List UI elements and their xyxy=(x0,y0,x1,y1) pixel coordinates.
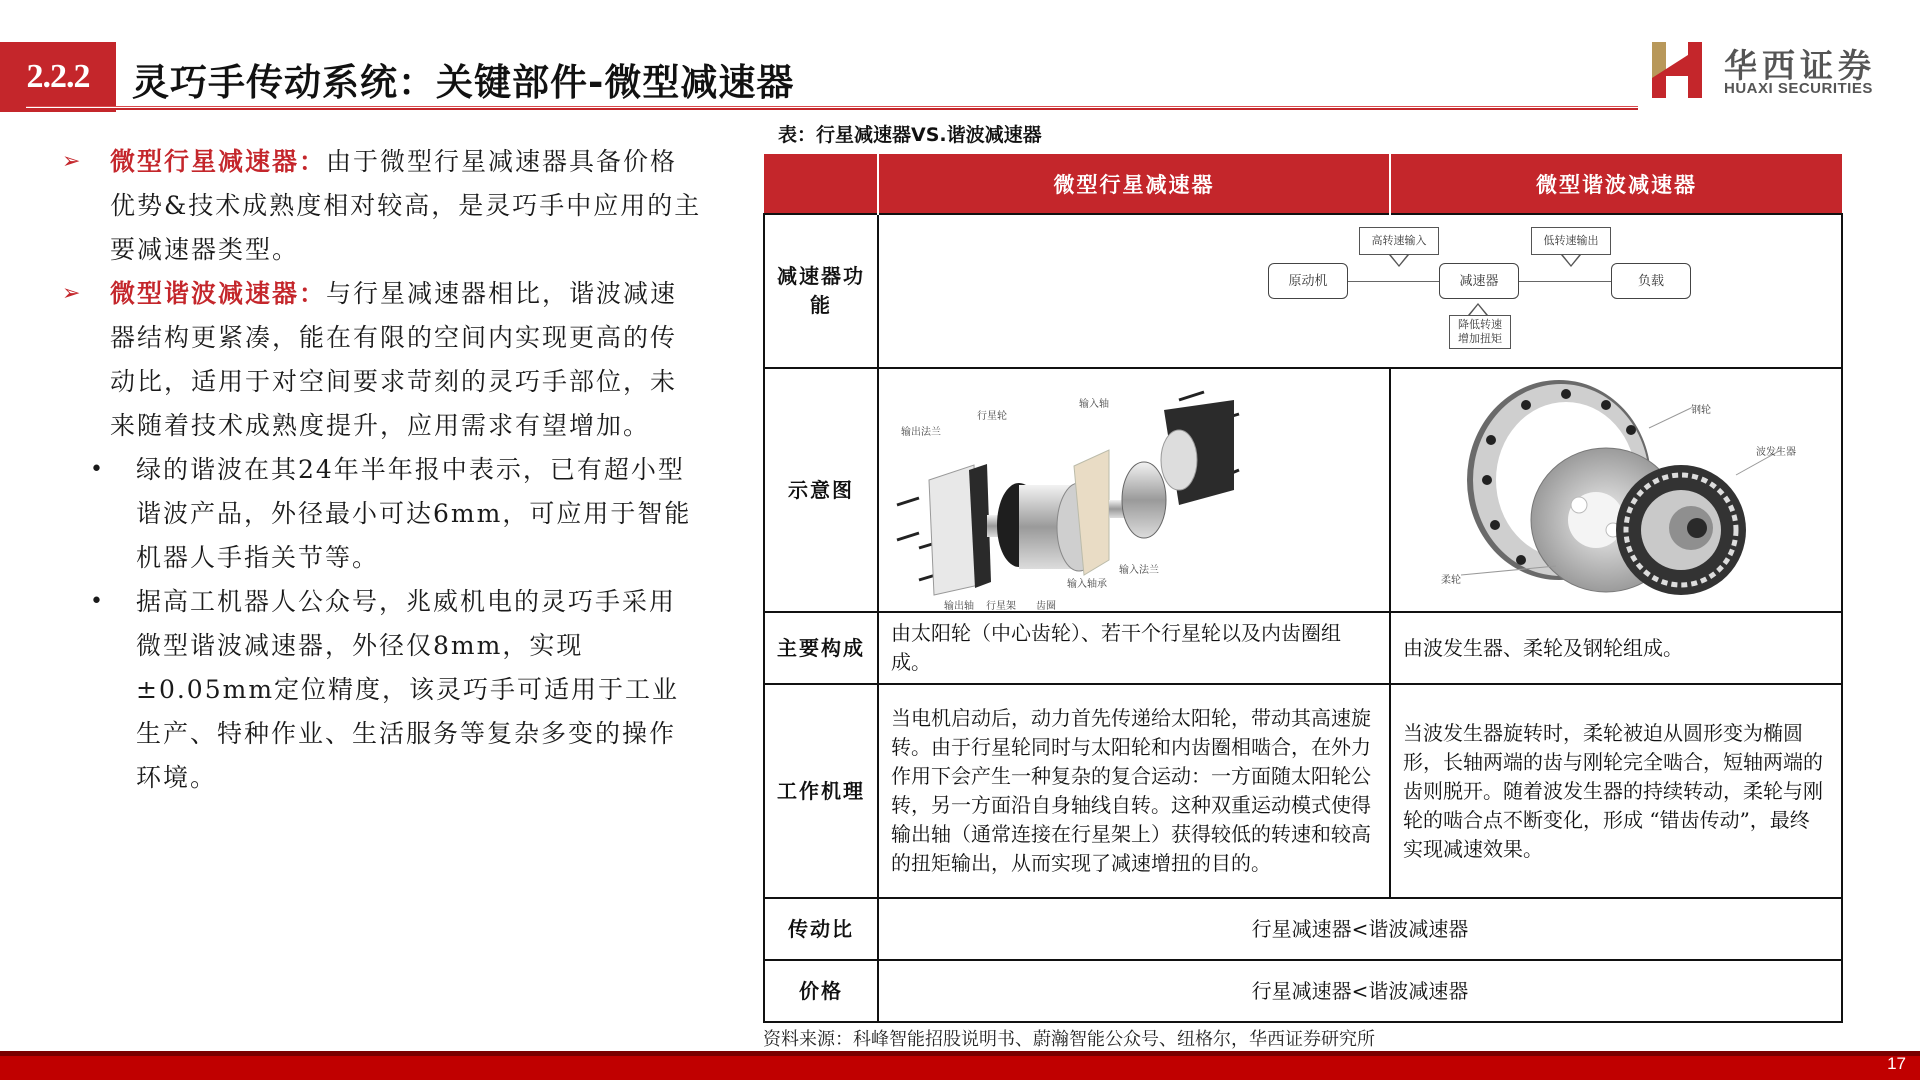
prime-mover-box: 原动机 xyxy=(1268,263,1348,299)
connector-line xyxy=(1348,281,1439,282)
label-planet-gear: 行星轮 xyxy=(977,411,1007,422)
table-row-mechanism xyxy=(764,684,1842,898)
low-speed-output-callout: 低转速输出 xyxy=(1531,227,1611,255)
effect-callout xyxy=(1449,315,1511,349)
label-ring-gear: 齿圈 xyxy=(1036,601,1056,610)
row-label: 工作机理 xyxy=(764,684,878,898)
left-text-column xyxy=(62,140,702,800)
header-harmonic: 微型谐波减速器 xyxy=(1390,154,1842,214)
source-note: 资料来源：科峰智能招股说明书、蔚瀚智能公众号、纽格尔，华西证券研究所 xyxy=(763,1029,1375,1050)
arrow-bullet-icon: ➢ xyxy=(62,149,83,174)
composition-planetary: 由太阳轮（中心齿轮）、若干个行星轮以及内齿圈组成。 xyxy=(878,612,1390,684)
load-box: 负载 xyxy=(1611,263,1691,299)
planetary-illustration-cell xyxy=(878,368,1390,612)
harmonic-illustration-cell xyxy=(1390,368,1842,612)
title-divider xyxy=(26,106,1638,110)
harmonic-reducer-exploded-view xyxy=(1391,370,1841,610)
bullet-text: 由于微型行星减速器具备价格优势&技术成熟度相对较高，是灵巧手中应用的主要减速器类型。 xyxy=(110,147,702,264)
logo-english-name: HUAXI SECURITIES xyxy=(1724,80,1873,97)
section-number-badge: 2.2.2 xyxy=(0,42,116,112)
label-output-shaft: 输出轴 xyxy=(944,601,974,610)
header-planetary: 微型行星减速器 xyxy=(878,154,1390,214)
bullet-harmonic xyxy=(62,272,702,448)
huaxi-logo xyxy=(1650,40,1910,100)
label-planet-carrier: 行星架 xyxy=(986,601,1016,610)
label-input-flange: 输入法兰 xyxy=(1119,565,1159,576)
row-label: 减速器功能 xyxy=(764,214,878,368)
bullet-planetary xyxy=(62,140,702,272)
row-label: 价格 xyxy=(764,960,878,1022)
label-flexspline: 柔轮 xyxy=(1441,575,1461,586)
sub-bullet-zhaowei xyxy=(62,580,702,800)
mechanism-harmonic: 当波发生器旋转时，柔轮被迫从圆形变为椭圆形，长轴两端的齿与刚轮完全啮合，短轴两端的齿则脱开。随着波发生器的持续转动，柔轮与刚轮的啮合点不断变化，形成 “错齿传动”，最终实现减速效果。 xyxy=(1390,684,1842,898)
table-row-composition xyxy=(764,612,1842,684)
label-output-flange: 输出法兰 xyxy=(901,427,941,438)
comparison-table xyxy=(763,154,1843,1023)
sub-bullet-text: 据高工机器人公众号，兆威机电的灵巧手采用微型谐波减速器，外径仅8mm，实现±0.05mm定位精度，该灵巧手可适用于工业生产、特种作业、生活服务等复杂多变的操作环境。 xyxy=(136,587,680,792)
table-row-function xyxy=(764,214,1842,368)
logo-chinese-name: 华西证券 xyxy=(1724,46,1876,85)
down-arrow-icon xyxy=(1561,255,1581,267)
huaxi-h-logo-icon xyxy=(1652,42,1702,98)
sub-bullet-text: 绿的谐波在其24年半年报中表示，已有超小型谐波产品，外径最小可达6mm，可应用于智能机器人手指关节等。 xyxy=(136,455,692,572)
page-title: 灵巧手传动系统：关键部件-微型减速器 xyxy=(132,61,795,104)
row-label: 示意图 xyxy=(764,368,878,612)
page-number: 17 xyxy=(1887,1054,1906,1073)
reducer-box: 减速器 xyxy=(1439,263,1519,299)
composition-harmonic: 由波发生器、柔轮及钢轮组成。 xyxy=(1390,612,1842,684)
connector-line xyxy=(1519,281,1611,282)
bullet-highlight: 微型谐波减速器： xyxy=(110,279,327,308)
down-arrow-icon xyxy=(1389,255,1409,267)
label-input-bearing: 输入轴承 xyxy=(1067,579,1107,590)
row-label: 传动比 xyxy=(764,898,878,960)
arrow-bullet-icon: ➢ xyxy=(62,281,83,306)
effect-line-2: 增加扭矩 xyxy=(1458,332,1502,345)
row-label: 主要构成 xyxy=(764,612,878,684)
table-header-row xyxy=(764,154,1842,214)
high-speed-input-callout: 高转速输入 xyxy=(1359,227,1439,255)
table-row-schematic xyxy=(764,368,1842,612)
reducer-function-diagram xyxy=(879,215,1841,367)
dot-bullet-icon: • xyxy=(90,457,105,482)
effect-line-1: 降低转速 xyxy=(1458,318,1502,331)
price-value: 行星减速器<谐波减速器 xyxy=(878,960,1842,1022)
mechanism-planetary: 当电机启动后，动力首先传递给太阳轮，带动其高速旋转。由于行星轮同时与太阳轮和内齿圈相啮合，在外力作用下会产生一种复杂的复合运动：一方面随太阳轮公转，另一方面沿自身轴线自转。这种双重运动模式使得输出轴（通常连接在行星架上）获得较低的转速和较高的扭矩输出，从而实现了减速增扭的目的。 xyxy=(878,684,1390,898)
table-row-price xyxy=(764,960,1842,1022)
dot-bullet-icon: • xyxy=(90,589,105,614)
label-circular-spline: 钢轮 xyxy=(1691,405,1711,416)
label-input-shaft: 输入轴 xyxy=(1079,399,1109,410)
bullet-highlight: 微型行星减速器： xyxy=(110,147,327,176)
table-caption: 表：行星减速器VS.谐波减速器 xyxy=(778,124,1042,146)
function-diagram-cell xyxy=(878,214,1842,368)
table-row-ratio xyxy=(764,898,1842,960)
header-empty-cell xyxy=(764,154,878,214)
ratio-value: 行星减速器<谐波减速器 xyxy=(878,898,1842,960)
bullet-text: 与行星减速器相比，谐波减速器结构更紧凑，能在有限的空间内实现更高的传动比，适用于对空间要求苛刻的灵巧手部位，未来随着技术成熟度提升，应用需求有望增加。 xyxy=(110,279,678,440)
footer-bar xyxy=(0,1051,1920,1080)
sub-bullet-leaderdrive xyxy=(62,448,702,580)
label-wave-generator: 波发生器 xyxy=(1756,447,1796,458)
up-arrow-icon xyxy=(1468,303,1488,315)
planetary-reducer-exploded-view xyxy=(879,370,1389,610)
